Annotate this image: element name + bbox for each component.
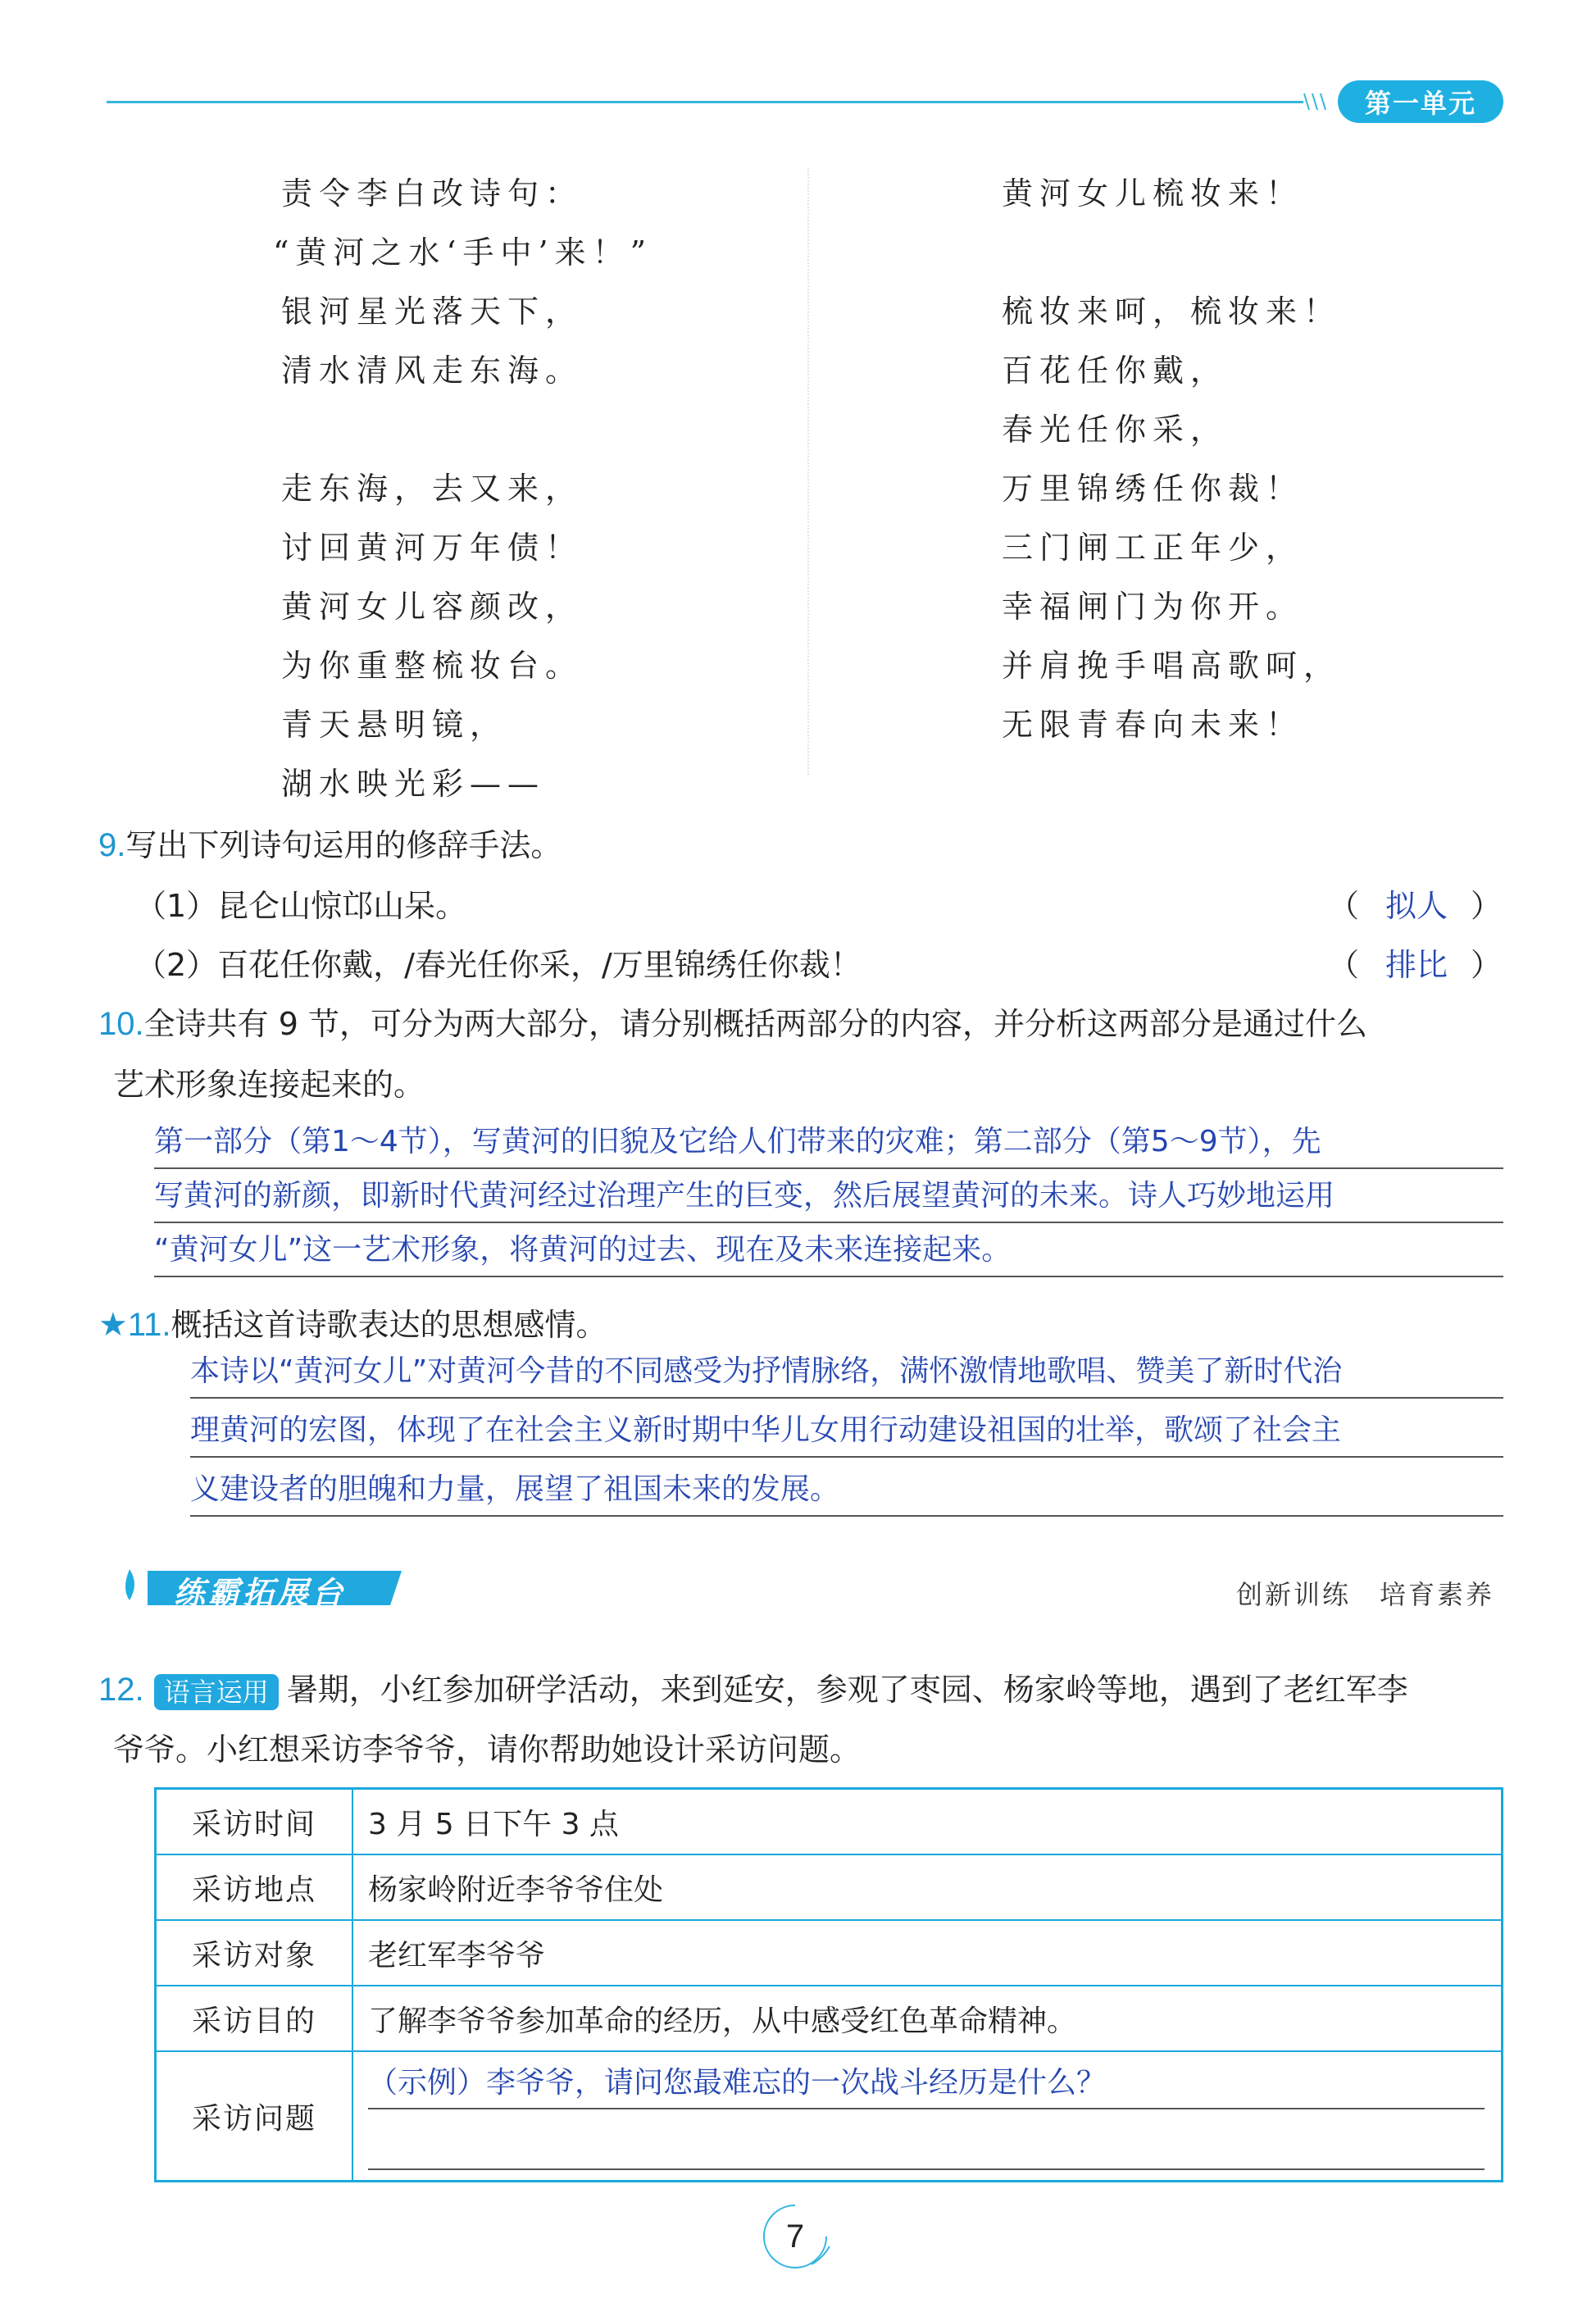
table-value: 了解李爷爷参加革命的经历，从中感受红色革命精神。 [368, 2004, 1077, 2038]
question-number: ★11. [98, 1307, 171, 1343]
question-prompt-continued: 艺术形象连接起来的。 [113, 1067, 425, 1103]
table-row [157, 1855, 1501, 1921]
poem-line: 并肩挽手唱高歌呵， [1002, 648, 1342, 684]
poem-line: 清水清风走东海。 [281, 353, 584, 389]
poem-line: 走东海，去又来， [281, 471, 584, 507]
answer-line[interactable]: 本诗以“黄河女儿”对黄河今昔的不同感受为抒情脉络，满怀激情地歌唱、赞美了新时代治 [190, 1345, 1503, 1399]
table-label: 采访问题 [157, 2052, 353, 2180]
question-prompt: 暑期，小红参加研学活动，来到延安，参观了枣园、杨家岭等地，遇到了老红军李 [286, 1672, 1408, 1708]
poem-line: 万里锦绣任你裁！ [1002, 471, 1304, 507]
table-row [157, 2052, 1501, 2180]
table-row [157, 1921, 1501, 1986]
question-11 [98, 1299, 607, 1345]
flame-icon [125, 1569, 134, 1600]
question-9-item-2: （2）百花任你戴，/春光任你采，/万里锦绣任你裁！ [135, 947, 862, 983]
section-subtitle: 创新训练 培育素养 [1235, 1579, 1494, 1610]
answer-text: 排比 [1385, 947, 1448, 983]
interview-table [154, 1787, 1503, 2182]
table-row [157, 1790, 1501, 1855]
table-value: 杨家岭附近李爷爷住处 [368, 1873, 664, 1907]
poem-column-divider [807, 168, 809, 775]
question-prompt: 概括这首诗歌表达的思想感情。 [171, 1307, 607, 1343]
answer-line[interactable]: 第一部分（第1～4节），写黄河的旧貌及它给人们带来的灾难；第二部分（第5～9节），先 [154, 1115, 1503, 1169]
poem-line: 黄河女儿梳妆来！ [1002, 175, 1304, 212]
answer-blank[interactable]: （ 排比 ） [1328, 940, 1502, 985]
table-label: 采访时间 [157, 1790, 353, 1854]
poem-line: 三门闸工正年少， [1002, 530, 1304, 566]
question-number: 9. [98, 827, 126, 863]
table-label: 采访地点 [157, 1855, 353, 1919]
unit-badge: 第一单元 [1338, 80, 1503, 123]
poem-line: 责令李白改诗句： [281, 175, 584, 212]
poem-line: 无限青春向未来！ [1002, 707, 1304, 743]
question-prompt-continued: 爷爷。小红想采访李爷爷，请你帮助她设计采访问题。 [113, 1731, 862, 1768]
poem-line: 梳妆来呵，梳妆来！ [1002, 294, 1342, 330]
question-10 [98, 999, 1367, 1044]
answer-line[interactable]: 写黄河的新颜，即新时代黄河经过治理产生的巨变，然后展望黄河的未来。诗人巧妙地运用 [154, 1169, 1503, 1223]
answer-text: 拟人 [1385, 888, 1448, 924]
question-9-item-1: （1）昆仑山惊邙山呆。 [135, 888, 467, 924]
answer-blank[interactable]: （ 拟人 ） [1328, 881, 1502, 926]
question-prompt: 写出下列诗句运用的修辞手法。 [125, 827, 562, 863]
question-tag: 语言运用 [154, 1674, 279, 1710]
section-title: 练霸拓展台 [174, 1575, 347, 1611]
poem-line: 幸福闸门为你开。 [1002, 589, 1304, 625]
question-12 [98, 1664, 1408, 1710]
table-label: 采访目的 [157, 1986, 353, 2050]
question-prompt: 全诗共有 9 节，可分为两大部分，请分别概括两部分的内容，并分析这两部分是通过什么 [143, 1006, 1367, 1042]
poem-line: 百花任你戴， [1002, 353, 1229, 389]
answer-line[interactable]: 理黄河的宏图，体现了在社会主义新时期中华儿女用行动建设祖国的壮举，歌颂了社会主 [190, 1404, 1503, 1458]
answer-line-blank[interactable] [368, 2168, 1485, 2170]
poem-line: 银河星光落天下， [281, 294, 584, 330]
poem-line: 春光任你采， [1002, 412, 1229, 448]
question-number: 12. [98, 1672, 144, 1708]
table-label: 采访对象 [157, 1921, 353, 1985]
answer-line[interactable]: （示例）李爷爷，请问您最难忘的一次战斗经历是什么？ [368, 2057, 1485, 2109]
table-row [157, 1986, 1501, 2052]
answer-line[interactable]: 义建设者的胆魄和力量，展望了祖国未来的发展。 [190, 1463, 1503, 1517]
poem-line: 讨回黄河万年债！ [281, 530, 584, 566]
poem-line: 黄河女儿容颜改， [281, 589, 584, 625]
question-number: 10. [98, 1006, 144, 1042]
poem-line: “黄河之水‘手中’来！” [273, 234, 653, 271]
table-value: 3 月 5 日下午 3 点 [368, 1807, 619, 1841]
poem-line: 青天悬明镜， [281, 707, 508, 743]
question-9 [98, 820, 562, 865]
poem-line: 湖水映光彩—— [281, 766, 546, 802]
answer-line[interactable]: “黄河女儿”这一艺术形象，将黄河的过去、现在及未来连接起来。 [154, 1223, 1503, 1277]
header-rule [107, 101, 1303, 103]
table-value: 老红军李爷爷 [368, 1938, 546, 1973]
header-ticks-decoration [1299, 90, 1332, 113]
page-number: 7 [785, 2218, 805, 2255]
poem-line: 为你重整梳妆台。 [281, 648, 584, 684]
